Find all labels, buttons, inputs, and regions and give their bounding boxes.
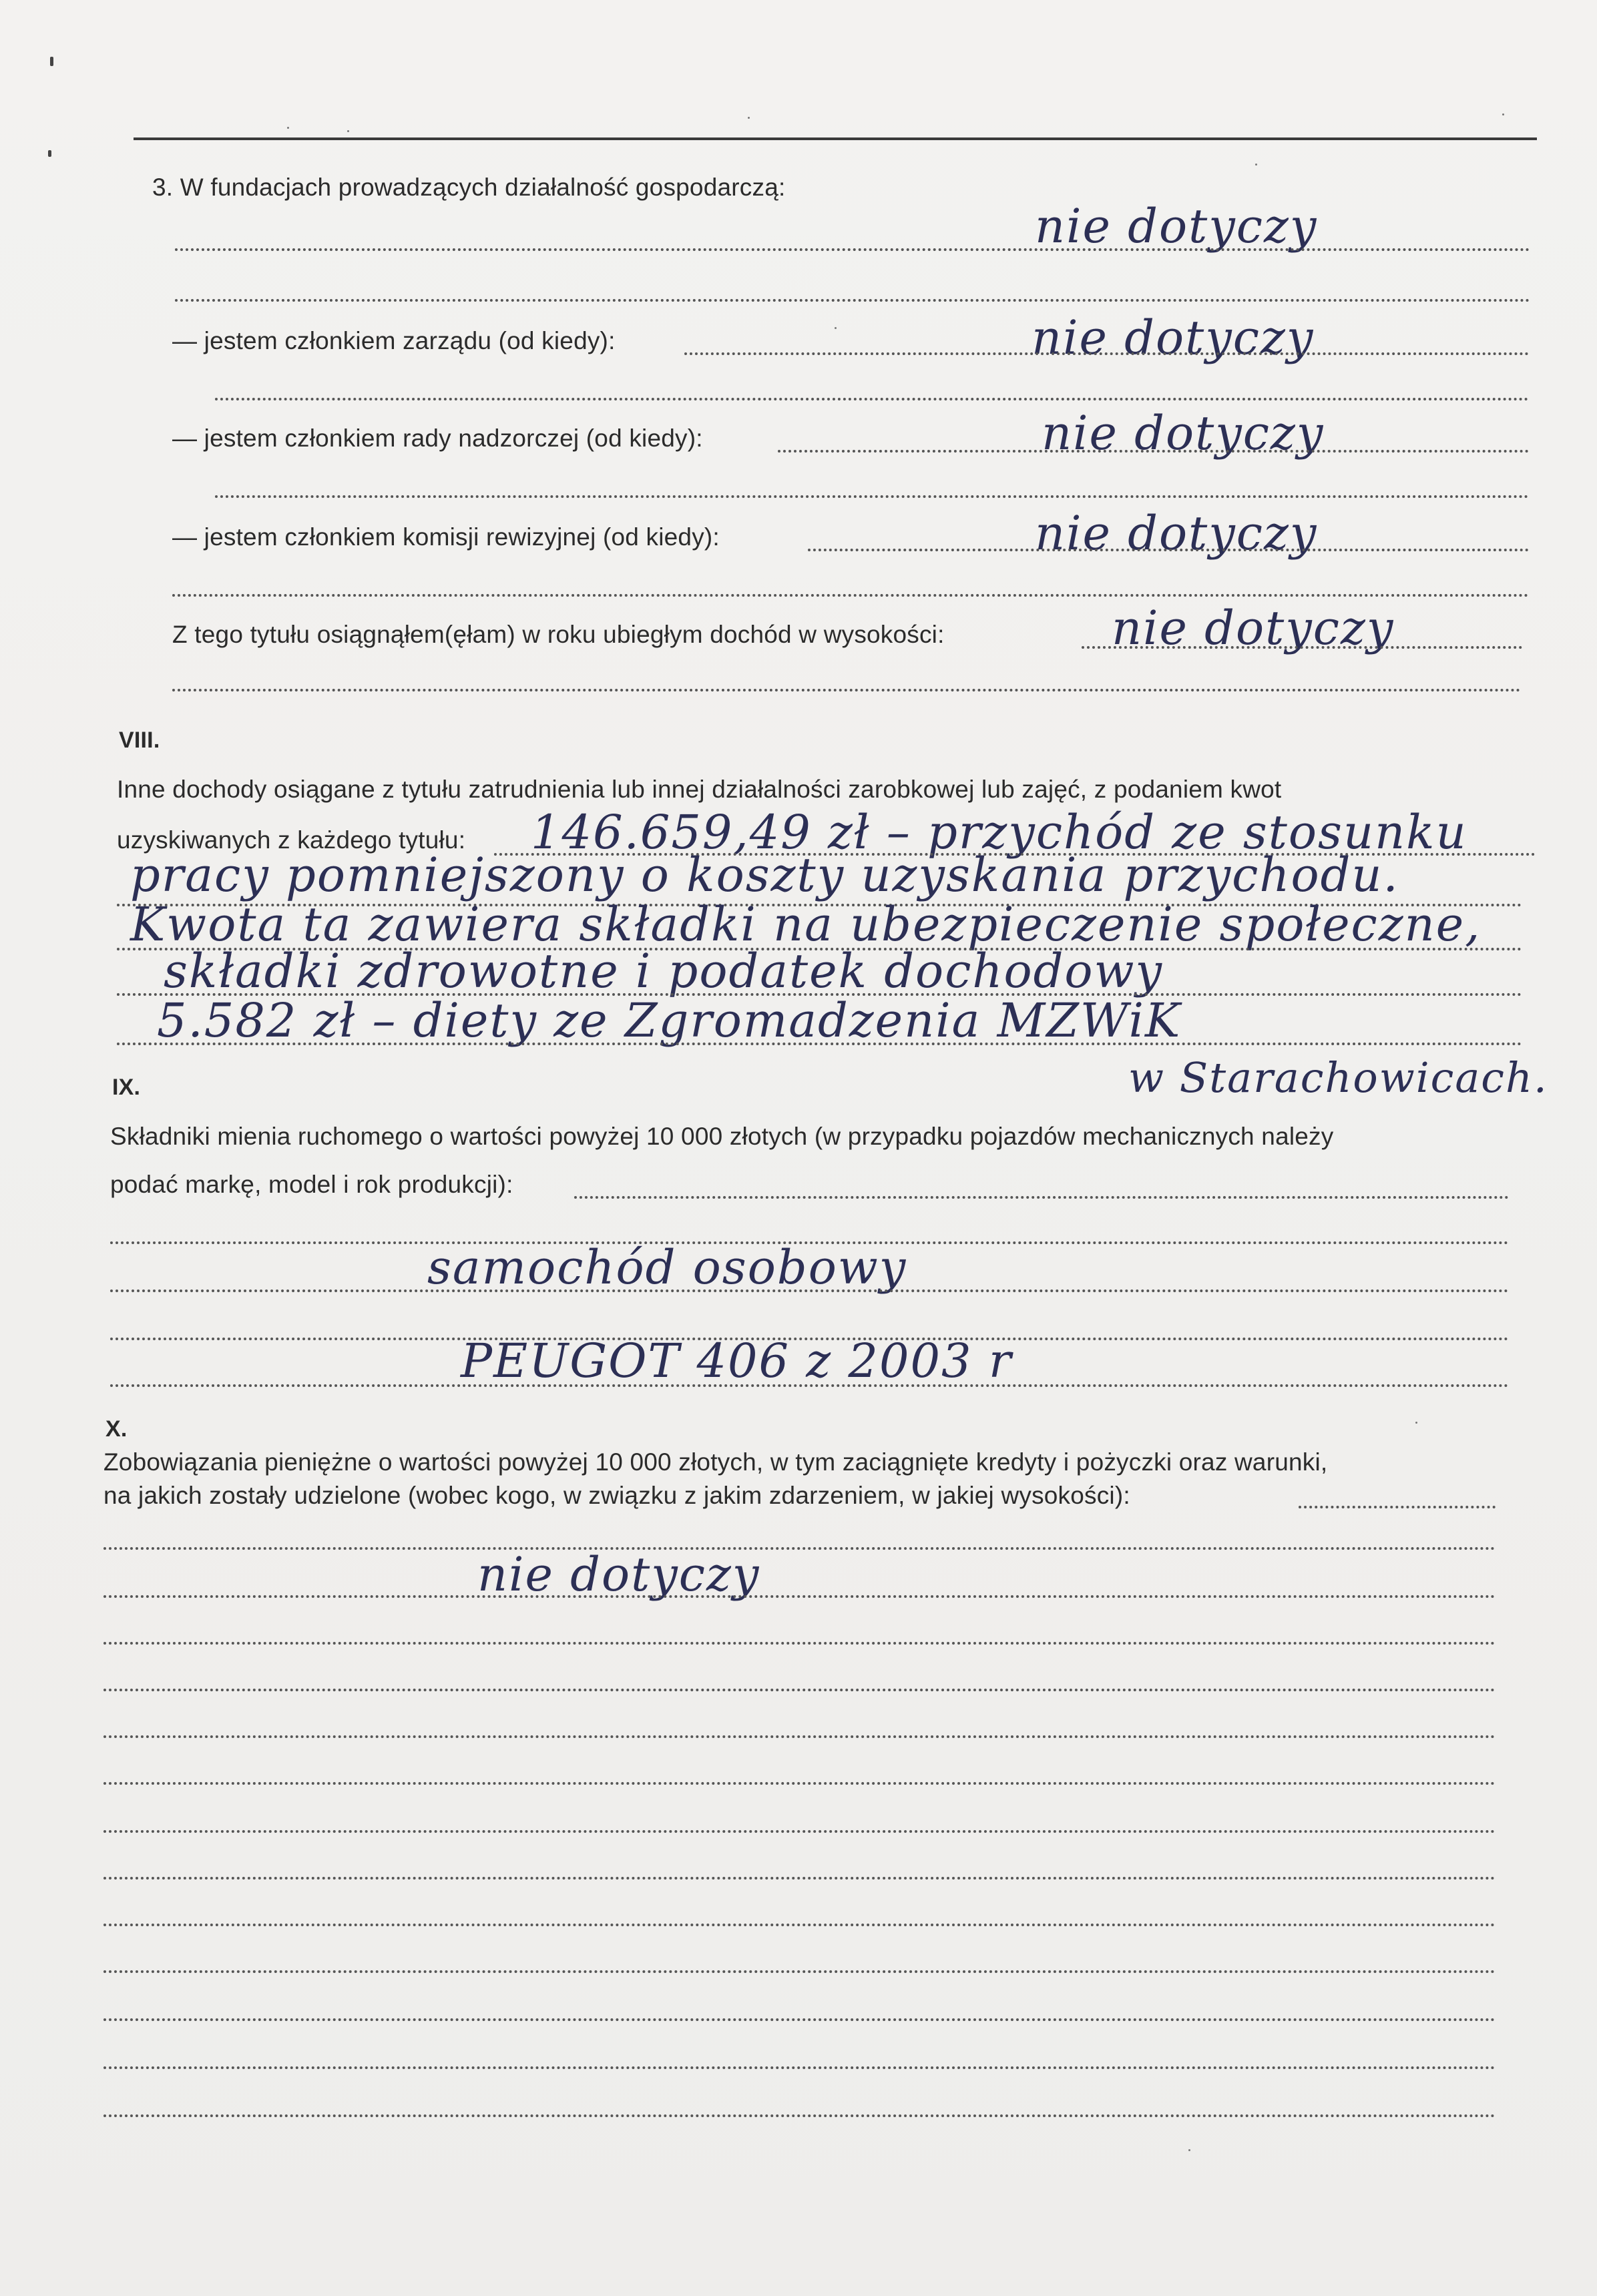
- section3-heading: 3. W fundacjach prowadzących działalność gospodarczą:: [152, 174, 786, 201]
- dotted-line: [103, 1830, 1496, 1833]
- dotted-line: [110, 1384, 1509, 1387]
- section9-text-line2: podać markę, model i rok produkcji):: [110, 1171, 513, 1198]
- section10-roman: X.: [105, 1416, 128, 1442]
- scan-mark: [48, 150, 51, 157]
- dotted-line: [215, 495, 1529, 498]
- dotted-line: [103, 1782, 1496, 1785]
- dotted-line: [808, 549, 1529, 551]
- supervisory-label: — jestem członkiem rady nadzorczej (od kiedy):: [172, 424, 703, 452]
- audit-answer: nie dotyczy: [1035, 506, 1318, 561]
- dotted-line: [103, 1547, 1496, 1550]
- scan-mark: [1255, 164, 1257, 166]
- section8-roman: VIII.: [119, 728, 160, 753]
- income-answer: nie dotyczy: [1112, 601, 1395, 655]
- dotted-line: [103, 1924, 1496, 1926]
- dotted-line: [103, 1970, 1496, 1973]
- section9-hand-line2: PEUGOT 406 z 2003 r: [461, 1334, 1013, 1388]
- dotted-line: [117, 1043, 1522, 1045]
- dotted-line: [1299, 1506, 1496, 1508]
- scan-mark: [748, 117, 750, 119]
- scan-mark: [1188, 2149, 1190, 2151]
- section9-text-line1: Składniki mienia ruchomego o wartości powyżej 10 000 złotych (w przypadku pojazdów mechanicznych należy: [110, 1123, 1334, 1150]
- dotted-line: [103, 2018, 1496, 2021]
- dotted-line: [172, 594, 1529, 597]
- dotted-line: [103, 1595, 1496, 1598]
- section8-text-line1: Inne dochody osiągane z tytułu zatrudnienia lub innej działalności zarobkowej lub zajęć, z podaniem kwot: [117, 776, 1282, 803]
- dotted-line: [103, 1877, 1496, 1880]
- dotted-line: [684, 352, 1529, 355]
- section8-hand-line2: pracy pomniejszony o koszty uzyskania przychodu.: [130, 848, 1399, 902]
- dotted-line: [110, 1289, 1509, 1292]
- top-rule: [134, 137, 1537, 140]
- section8-hand-line3: Kwota ta zawiera składki na ubezpieczenie społeczne,: [130, 897, 1481, 952]
- section10-hand-line1: nie dotyczy: [477, 1547, 760, 1602]
- section8-hand-line4: składki zdrowotne i podatek dochodowy: [164, 944, 1164, 998]
- dotted-line: [172, 689, 1521, 691]
- section8-text-line2: uzyskiwanych z każdego tytułu:: [117, 826, 466, 854]
- scan-mark: [287, 127, 289, 129]
- dotted-line: [175, 299, 1530, 302]
- section8-hand-line5: 5.582 zł – diety ze Zgromadzenia MZWiK: [157, 993, 1182, 1048]
- section10-text-line2: na jakich zostały udzielone (wobec kogo, w związku z jakim zdarzeniem, w jakiej wysokości):: [103, 1482, 1130, 1509]
- scan-mark: [1502, 113, 1504, 115]
- income-label: Z tego tytułu osiągnąłem(ęłam) w roku ubiegłym dochód w wysokości:: [172, 621, 945, 648]
- dotted-line: [103, 1689, 1496, 1691]
- audit-label: — jestem członkiem komisji rewizyjnej (od kiedy):: [172, 523, 720, 551]
- scan-mark: [347, 130, 349, 132]
- section10-text-line1: Zobowiązania pieniężne o wartości powyżej 10 000 złotych, w tym zaciągnięte kredyty i pożyczki oraz warunki,: [103, 1448, 1328, 1476]
- board-label: — jestem członkiem zarządu (od kiedy):: [172, 327, 616, 354]
- dotted-line: [175, 248, 1530, 251]
- scan-mark: [835, 327, 837, 329]
- dotted-line: [103, 2066, 1496, 2069]
- section9-hand-line1: samochód osobowy: [427, 1240, 907, 1295]
- section3-answer-main: nie dotyczy: [1035, 199, 1318, 254]
- dotted-line: [215, 398, 1529, 400]
- board-answer: nie dotyczy: [1032, 310, 1315, 365]
- section9-roman: IX.: [112, 1075, 141, 1100]
- section8-hand-line1: 146.659,49 zł – przychód ze stosunku: [531, 805, 1467, 860]
- section8-hand-line6: w Starachowicach.: [1128, 1053, 1548, 1102]
- dotted-line: [103, 2114, 1496, 2117]
- supervisory-answer: nie dotyczy: [1042, 406, 1325, 461]
- dotted-line: [103, 1735, 1496, 1738]
- scan-mark: [1415, 1422, 1417, 1424]
- scan-mark: [50, 57, 53, 66]
- dotted-line: [1082, 646, 1522, 649]
- dotted-line: [103, 1642, 1496, 1645]
- dotted-line: [574, 1196, 1509, 1199]
- dotted-line: [778, 450, 1529, 453]
